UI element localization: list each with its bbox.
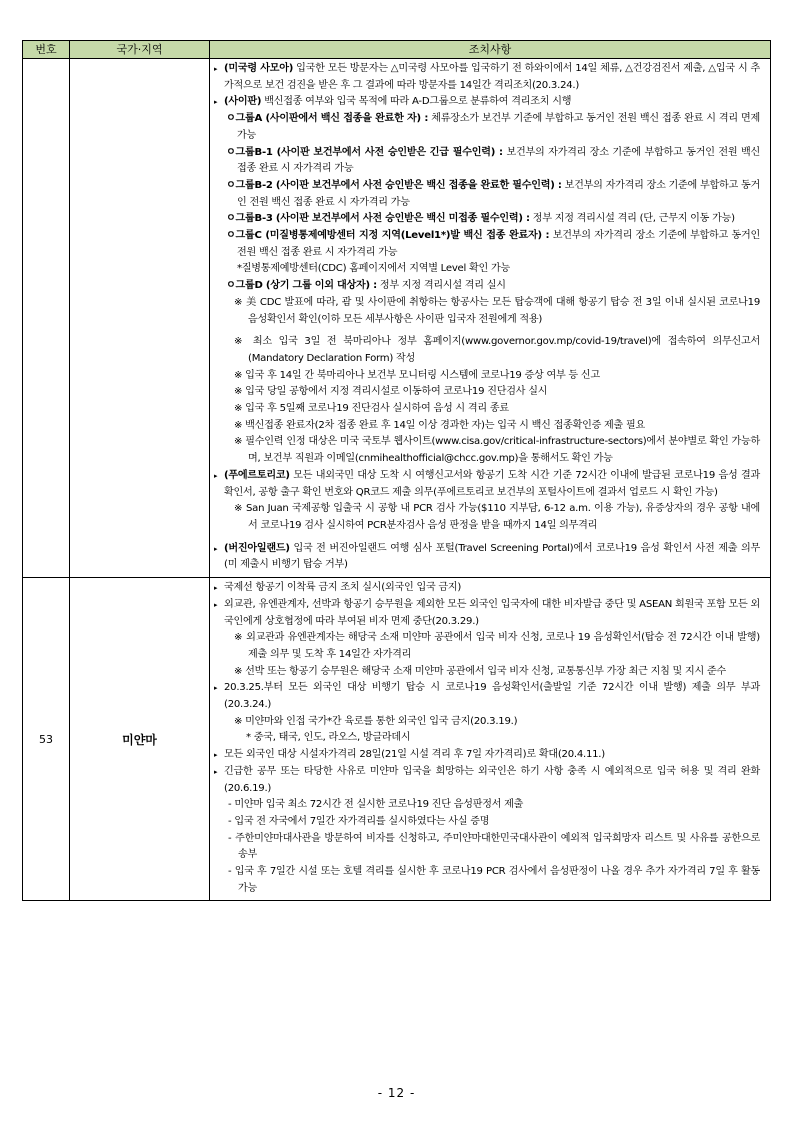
- group-text: 보건부의 자가격리 장소 기준에 부합하고 동거인 전원 백신 접종 완료 시 자가격리 가능: [237, 146, 760, 175]
- table-header-row: [23, 41, 771, 59]
- note-item: [214, 401, 760, 418]
- bullet-marker-icon: ▸: [214, 684, 218, 693]
- note-text: ※ San Juan 국제공항 입출국 시 공항 내 PCR 검사 가능($110 지부담, 6-12 a.m. 이용 가능), 유증상자의 경우 공항 내에서 코로나19 검사 실시하여 PCR분자검사 음성 판정을 받을 때까지 14일 의무격리: [234, 503, 760, 531]
- table-row-us-territories: [23, 59, 771, 578]
- bullet-item: [214, 541, 760, 574]
- note-text: ※ 입국 후 14일 간 북마리아나 보건부 모니터링 시스템에 코로나19 증상 여부 등 신고: [234, 369, 600, 381]
- note-text: ※ 선박 또는 항공기 승무원은 해당국 소재 미얀마 공관에서 입국 비자 신청, 교통통신부 가장 최근 지침 및 지시 준수: [234, 665, 726, 677]
- row1-measures: [210, 59, 770, 577]
- group-text: 보건부의 자가격리 장소 기준에 부합하고 동거인 전원 백신 접종 완료 시 자가격리 가능: [237, 179, 761, 208]
- note-item: [214, 664, 760, 681]
- note-item: [214, 368, 760, 385]
- bullet-item: [214, 680, 760, 713]
- row2-measures: [210, 578, 770, 900]
- dash-text: - 미얀마 입국 최소 72시간 전 실시한 코로나19 진단 음성판정서 제출: [228, 799, 524, 811]
- group-item: [214, 178, 760, 211]
- group-title: ㅇ그룹C (미질병통제예방센터 지정 지역(Level1*)발 백신 접종 완료자) :: [226, 230, 550, 242]
- bullet-title: (미국령 사모아): [224, 63, 294, 74]
- bullet-item: [214, 764, 760, 797]
- footnote-line: [214, 261, 760, 278]
- header-nation: 국가·지역: [70, 41, 210, 59]
- bullet-title: (버진아일랜드): [224, 542, 290, 554]
- header-number: 번호: [23, 41, 70, 59]
- dash-text: - 입국 후 7일간 시설 또는 호텔 격리를 실시한 후 코로나19 PCR 검사에서 음성판정이 나올 경우 추가 자가격리 7일 후 활동 가능: [228, 866, 760, 894]
- asterisk-note: [214, 730, 760, 747]
- bullet-text: 모든 내외국민 대상 도착 시 여행신고서와 항공기 도착 시간 기준 72시간 이내에 발급된 코로나19 음성 결과확인서, 공항 출구 확인 번호와 QR코드 제출 의무(푸에르토리코 보건부의 포털사이트에 결과서 업로드 시 확인 가능): [224, 469, 760, 498]
- bullet-text: 백신접종 여부와 입국 목적에 따라 A-D그룹으로 분류하여 격리조치 시행: [261, 96, 572, 108]
- note-text: ※ 입국 당일 공항에서 지정 격리시설로 이동하여 코로나19 진단검사 실시: [234, 386, 548, 398]
- bullet-marker-icon: ▸: [214, 767, 218, 776]
- note-item: [214, 630, 760, 663]
- bullet-text: 긴급한 공무 또는 타당한 사유로 미얀마 입국을 희망하는 외국인은 하기 사항 충족 시 예외적으로 입국 허용 및 격리 완화(20.6.19.): [224, 765, 760, 794]
- bullet-text: 국제선 항공기 이착륙 금지 조치 실시(외국인 입국 금지): [224, 582, 462, 594]
- note-text: ※ 美 CDC 발표에 따라, 괌 및 사이판에 취항하는 항공사는 모든 탑승객에 대해 항공기 탑승 전 3일 이내 실시된 코로나19 음성확인서 확인(이하 모든 세부사항은 사이판 입국자 전원에게 적용): [234, 296, 760, 325]
- note-item: [214, 434, 760, 467]
- note-item: [214, 334, 760, 367]
- group-item: [214, 278, 760, 295]
- bullet-text: 입국한 모든 방문자는 △미국령 사모아를 입국하기 전 하와이에서 14일 체류, △건강검진서 제출, △입국 시 추가적으로 보건 검진을 받은 후 그 결과에 따라 방문자를 14일간 격리조치(20.3.24.): [224, 63, 760, 91]
- measures-table: [22, 40, 771, 901]
- dash-item: [214, 797, 760, 814]
- group-item: [214, 145, 760, 178]
- bullet-marker-icon: ▸: [214, 98, 218, 107]
- note-text: ※ 백신접종 완료자(2차 접종 완료 후 14일 이상 경과한 자)는 입국 시 백신 접종확인증 제출 필요: [234, 419, 645, 431]
- group-title: ㅇ그룹A (사이판에서 백신 접종을 완료한 자) :: [226, 113, 429, 125]
- row2-measures-cell: [210, 578, 771, 901]
- bullet-title: (푸에르토리코): [224, 469, 290, 481]
- table-row-myanmar: [23, 578, 771, 901]
- note-item: [214, 295, 760, 328]
- note-item: [214, 714, 760, 731]
- row1-measures-cell: [210, 59, 771, 578]
- note-item: [214, 418, 760, 435]
- bullet-marker-icon: ▸: [214, 600, 218, 609]
- bullet-item: [214, 580, 760, 597]
- group-text: 정부 지정 격리시설 격리 실시: [376, 280, 506, 292]
- group-title: ㅇ그룹B-2 (사이판 보건부에서 사전 승인받은 백신 접종을 완료한 필수인력) :: [226, 179, 562, 191]
- bullet-text: 입국 전 버진아일랜드 여행 심사 포털(Travel Screening Portal)에서 코로나19 음성 확인서 사전 제출 의무(미 제출시 비행기 탑승 거부): [224, 542, 760, 571]
- row2-nation: 미얀마: [70, 578, 210, 901]
- bullet-marker-icon: ▸: [214, 544, 218, 553]
- bullet-marker-icon: ▸: [214, 751, 218, 760]
- bullet-text: 모든 외국인 대상 시설자가격리 28일(21일 시설 격리 후 7일 자가격리)로 확대(20.4.11.): [224, 749, 605, 761]
- note-text: ※ 미얀마와 인접 국가*간 육로를 통한 외국인 입국 금지(20.3.19.): [234, 715, 518, 727]
- group-title: ㅇ그룹B-3 (사이판 보건부에서 사전 승인받은 백신 미접종 필수인력) :: [226, 213, 530, 225]
- asterisk-note-text: * 중국, 태국, 인도, 라오스, 방글라데시: [246, 732, 411, 744]
- page-number: - 12 -: [377, 1086, 416, 1100]
- footnote-text: *질병통제예방센터(CDC) 홈페이지에서 지역별 Level 확인 가능: [237, 263, 510, 275]
- group-text: 보건부의 자가격리 장소 기준에 부합하고 동거인 전원 백신 접종 완료 시 자가격리 가능: [237, 230, 760, 258]
- dash-item: [214, 864, 760, 897]
- note-text: ※ 최소 입국 3일 전 북마리아나 정부 홈페이지(www.governor.gov.mp/covid-19/travel)에 접속하여 의무신고서(Mandatory Declaration Form) 작성: [234, 336, 760, 364]
- group-item: [214, 111, 760, 144]
- document-page: [22, 40, 770, 901]
- group-text: 체류장소가 보건부 기준에 부합하고 동거인 전원 백신 접종 완료 시 격리 면제 가능: [237, 113, 760, 141]
- row1-nation-cell: [70, 59, 210, 578]
- row2-number: 53: [23, 578, 70, 901]
- group-title: ㅇ그룹D (상기 그룹 이외 대상자) :: [226, 280, 377, 292]
- bullet-item: [214, 468, 760, 501]
- bullet-marker-icon: ▸: [214, 584, 218, 593]
- bullet-item: [214, 597, 760, 630]
- dash-item: [214, 831, 760, 864]
- note-text: ※ 필수인력 인정 대상은 미국 국토부 웹사이트(www.cisa.gov/critical-infrastructure-sectors)에서 분야별로 확인 가능하며, 보건부 직원과 이메일(cnmihealthofficial@chcc.gov.mp)을 통해서도 확인 가능: [234, 436, 760, 465]
- bullet-text: 외교관, 유엔관계자, 선박과 항공기 승무원을 제외한 모든 외국인 입국자에 대한 비자발급 중단 및 ASEAN 회원국 포함 모든 외국인에게 상호협정에 따라 부여된 비자 면제 중단(20.3.29.): [224, 598, 760, 627]
- bullet-item: [214, 61, 760, 94]
- bullet-text: 20.3.25.부터 모든 외국인 대상 비행기 탑승 시 코로나19 음성확인서(출발일 기준 72시간 이내 발행) 제출 의무 부과(20.3.24.): [224, 682, 760, 711]
- bullet-title: (사이판): [224, 96, 262, 108]
- note-text: ※ 외교관과 유엔관계자는 해당국 소재 미얀마 공관에서 입국 비자 신청, 코로나 19 음성확인서(탑승 전 72시간 이내 발행) 제출 의무 및 도착 후 14일간 자가격리: [234, 632, 760, 660]
- bullet-marker-icon: ▸: [214, 65, 218, 73]
- dash-text: - 입국 전 자국에서 7일간 자가격리를 실시하였다는 사실 증명: [228, 815, 490, 827]
- group-item: [214, 228, 760, 261]
- group-title: ㅇ그룹B-1 (사이판 보건부에서 사전 승인받은 긴급 필수인력) :: [226, 146, 503, 158]
- header-measures: 조치사항: [210, 41, 771, 59]
- group-text: 정부 지정 격리시설 격리 (단, 근무지 이동 가능): [529, 213, 735, 225]
- bullet-marker-icon: ▸: [214, 471, 218, 480]
- group-item: [214, 211, 760, 228]
- note-item: [214, 501, 760, 534]
- dash-text: - 주한미얀마대사관을 방문하여 비자를 신청하고, 주미얀마대한민국대사관이 예외적 입국희망자 리스트 및 사유를 공한으로 송부: [228, 832, 760, 861]
- note-item: [214, 384, 760, 401]
- row1-number-cell: [23, 59, 70, 578]
- dash-item: [214, 814, 760, 831]
- bullet-item: [214, 747, 760, 764]
- note-text: ※ 입국 후 5일째 코로나19 진단검사 실시하여 음성 시 격리 종료: [234, 403, 509, 415]
- bullet-item: [214, 94, 760, 111]
